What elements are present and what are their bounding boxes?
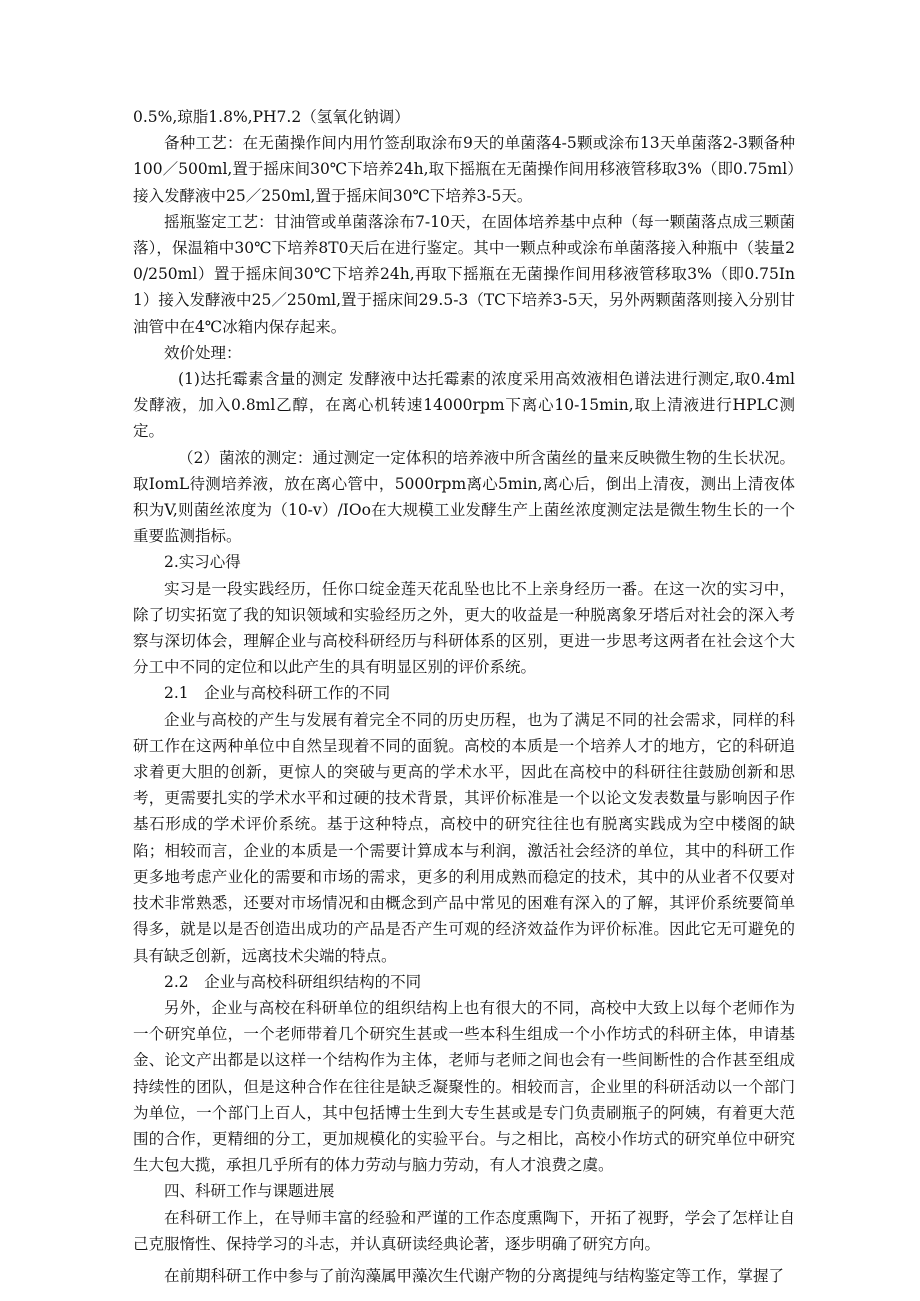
paragraph-mycelium-concentration: （2）菌浓的测定：通过测定一定体积的培养液中所含菌丝的量来反映微生物的生长状况。取IomL待测培养液，放在离心管中，5000rpm离心5min,离心后，倒出上清夜，测出上清夜体积为V,则菌丝浓度为（10-v）/IOo在大规模工业发酵生产上菌丝浓度测定法是微生物生长的一个重要监测指标。 [133,448,795,546]
paragraph-research-work: 在科研工作上，在导师丰富的经验和严谨的工作态度熏陶下，开拓了视野，学会了怎样让自己克服惰性、保持学习的斗志，并认真研读经典论著，逐步明确了研究方向。 [133,1208,795,1253]
paragraph-flask-identification: 摇瓶鉴定工艺：甘油管或单菌落涂布7-10天，在固体培养基中点种（每一颗菌落点成三颗菌落），保温箱中30℃下培养8T0天后在进行鉴定。其中一颗点种或涂布单菌落接入种瓶中（装量20/250ml）置于摇床间30℃下培养24h,再取下摇瓶在无菌操作间用移液管移取3%（即0.75In1）接入发酵液中25／250ml,置于摇床间29.5-3（TC下培养3-5天，另外两颗菌落则接入分别甘油管中在4℃冰箱内保存起来。 [133,212,795,336]
paragraph-internship-reflection: 实习是一段实践经历，任你口绽金莲天花乱坠也比不上亲身经历一番。在这一次的实习中，除了切实拓宽了我的知识领域和实验经历之外，更大的收益是一种脱离象牙塔后对社会的深入考察与深切体会，理解企业与高校科研经历与科研体系的区别，更进一步思考这两者在社会这个大分工中不同的定位和以此产生的具有明显区别的评价系统。 [133,579,795,677]
paragraph-organization-differences: 另外，企业与高校在科研单位的组织结构上也有很大的不同，高校中大致上以每个老师作为一个研究单位，一个老师带着几个研究生甚或一些本科生组成一个小作坊式的科研主体，申请基金、论文产出都是以这样一个结构作为主体，老师与老师之间也会有一些间断性的合作甚至组成持续性的团队，但是这种合作在往往是缺乏凝聚性的。相较而言，企业里的科研活动以一个部门为单位，一个部门上百人，其中包括博士生到大专生甚或是专门负责刷瓶子的阿姨，有着更大范围的合作，更精细的分工，更加规模化的实验平台。与之相比，高校小作坊式的研究单位中研究生大包大揽，承担几乎所有的体力劳动与脑力劳动，有人才浪费之虞。 [133,998,795,1175]
paragraph-medium-composition: 0.5%,琼脂1.8%,PH7.2（氢氧化钠调） [133,108,410,126]
section-heading-internship-experience: 2.实习心得 [164,553,241,572]
section-heading-research-progress: 四、科研工作与课题进展 [164,1182,335,1201]
document-page [133,104,795,1289]
section-heading-2-1: 2.1 企业与高校科研工作的不同 [164,684,391,703]
section-heading-2-2: 2.2 企业与高校科研组织结构的不同 [164,972,422,991]
paragraph-titer-heading: 效价处理： [164,343,242,362]
paragraph-early-research: 在前期科研工作中参与了前沟藻属甲藻次生代谢产物的分离提纯与结构鉴定等工作，掌握了 [164,1266,785,1285]
paragraph-research-differences: 企业与高校的产生与发展有着完全不同的历史历程，也为了满足不同的社会需求，同样的科研工作在这两种单位中自然呈现着不同的面貌。高校的本质是一个培养人才的地方，它的科研追求着更大胆的创新，更惊人的突破与更高的学术水平，因此在高校中的科研往往鼓励创新和思考，更需要扎实的学术水平和过硬的技术背景，其评价标准是一个以论文发表数量与影响因子作基石形成的学术评价系统。基于这种特点，高校中的研究往往也有脱离实践成为空中楼阁的缺陷；相较而言，企业的本质是一个需要计算成本与利润，激活社会经济的单位，其中的科研工作更多地考虑产业化的需要和市场的需求，更多的利用成熟而稳定的技术，其中的从业者不仅要对技术非常熟悉，还要对市场情况和由概念到产品中常见的困难有深入的了解，其评价系统要简单得多，就是以是否创造出成功的产品是否产生可观的经济效益作为评价标准。因此它无可避免的具有缺乏创新，远离技术尖端的特点。 [133,710,795,965]
paragraph-daptomycin-assay: (1)达托霉素含量的测定 发酵液中达托霉素的浓度采用高效液相色谱法进行测定,取0.4ml发酵液，加入0.8ml乙醇，在离心机转速14000rpm下离心10-15min,取上清液进行HPLC测定。 [133,370,795,441]
paragraph-seed-process: 备种工艺：在无菌操作间内用竹签刮取涂布9天的单菌落4-5颗或涂布13天单菌落2-3颗备种100／500ml,置于摇床间30℃下培养24h,取下摇瓶在无菌操作间用移液管移取3%（即0.75ml）接入发酵液中25／250ml,置于摇床间30℃下培养3-5天。 [133,134,795,205]
